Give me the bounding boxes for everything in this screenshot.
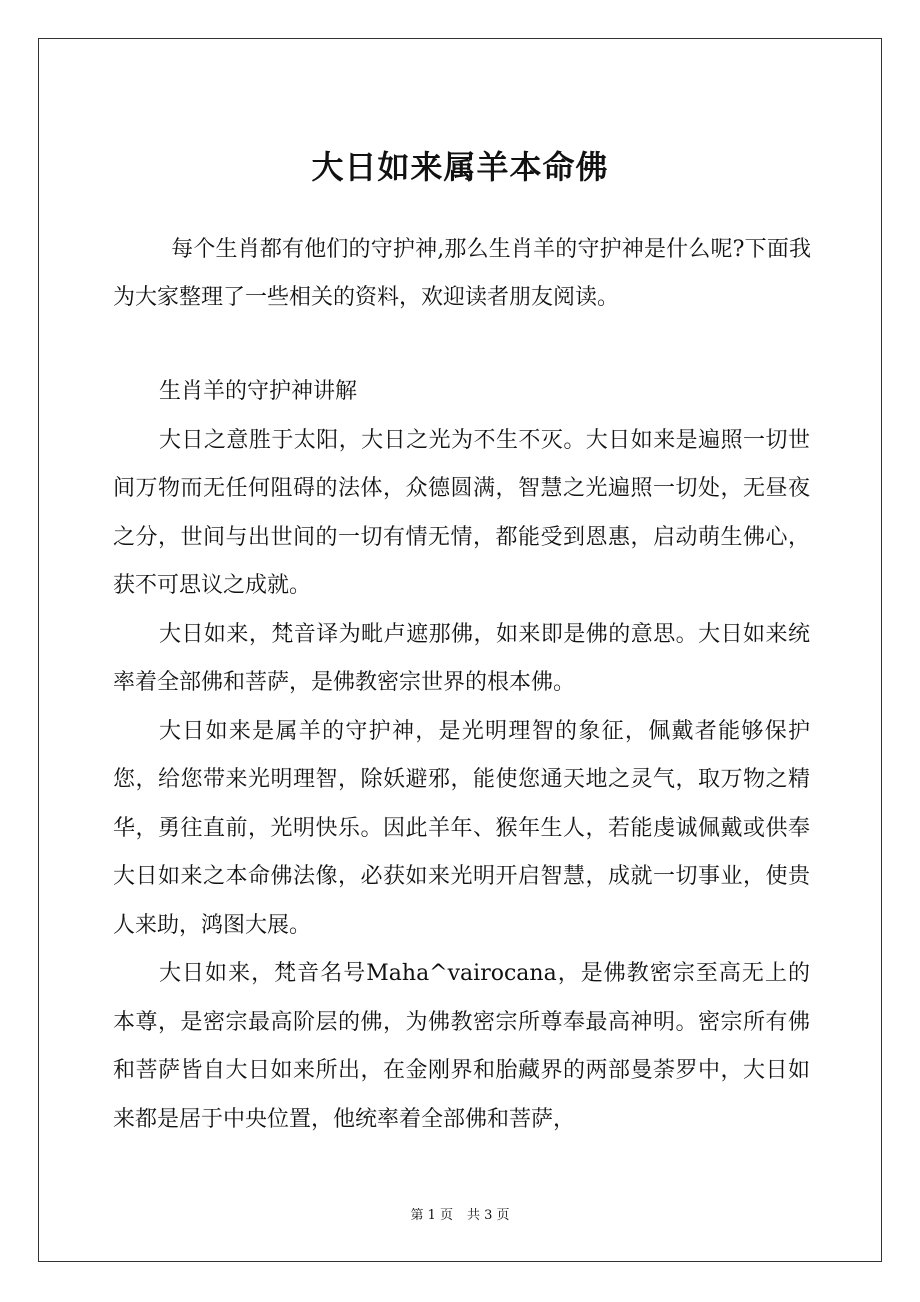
document-body (113, 368, 810, 1144)
intro-text: 每个生肖都有他们的守护神,那么生肖羊的守护神是什么呢?下面我为大家整理了一些相关的资料，欢迎读者朋友阅读。 (113, 237, 811, 310)
body-paragraph: 大日如来，梵音名号Maha^vairocana，是佛教密宗至高无上的本尊，是密宗最高阶层的佛，为佛教密宗所尊奉最高神明。密宗所有佛和菩萨皆自大日如来所出，在金刚界和胎藏界的两部曼荼罗中，大日如来都是居于中央位置，他统率着全部佛和菩萨， (113, 961, 810, 1132)
section-heading: 生肖羊的守护神讲解 (159, 379, 358, 404)
body-paragraph: 大日之意胜于太阳，大日之光为不生不灭。大日如来是遍照一切世间万物而无任何阻碍的法体，众德圆满，智慧之光遍照一切处，无昼夜之分，世间与出世间的一切有情无情，都能受到恩惠，启动萌生佛心，获不可思议之成就。 (113, 427, 810, 598)
intro-paragraph (113, 226, 811, 322)
page-footer (0, 1207, 920, 1225)
page-number-total: 共 3 页 (467, 1208, 510, 1223)
document-title: 大日如来属羊本命佛 (311, 148, 609, 186)
body-paragraph: 大日如来是属羊的守护神，是光明理智的象征，佩戴者能够保护您，给您带来光明理智，除妖避邪，能使您通天地之灵气，取万物之精华，勇往直前，光明快乐。因此羊年、猴年生人，若能虔诚佩戴或供奉大日如来之本命佛法像，必获如来光明开启智慧，成就一切事业，使贵人来助，鸿图大展。 (113, 718, 810, 938)
page-number-current: 第 1 页 (410, 1208, 453, 1223)
body-paragraph: 大日如来，梵音译为毗卢遮那佛，如来即是佛的意思。大日如来统率着全部佛和菩萨，是佛教密宗世界的根本佛。 (113, 621, 810, 695)
